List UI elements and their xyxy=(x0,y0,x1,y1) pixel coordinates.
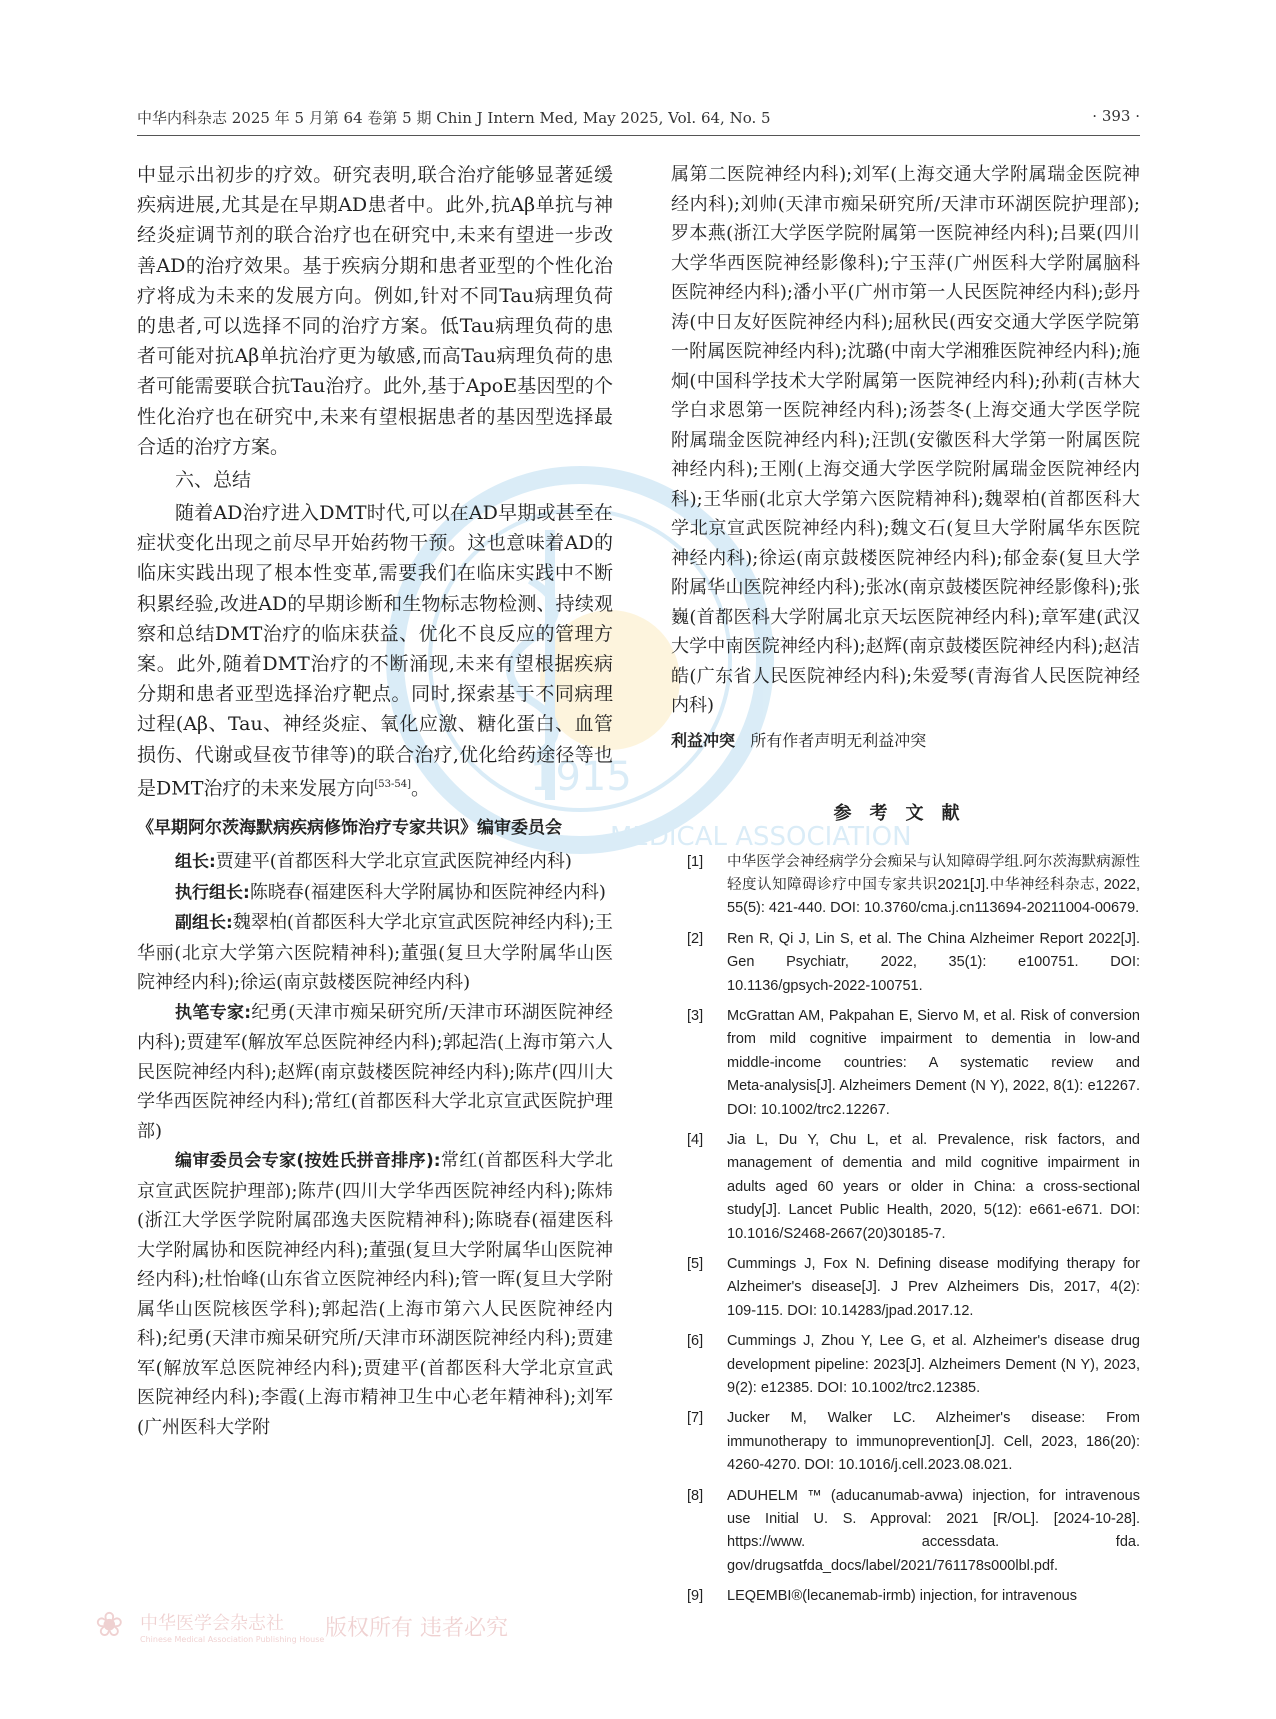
seal-text: MEDICAL ASSOCIATION xyxy=(610,822,912,852)
publisher-logo-icon: ❀ xyxy=(95,1605,124,1645)
committee-members-continued: 属第二医院神经内科);刘军(上海交通大学附属瑞金医院神经内科);刘帅(天津市痴呆研究所/天津市环湖医院护理部);罗本燕(浙江大学医学院附属第一医院神经内科);吕粟(四川大学华西医院神经影像科);宁玉萍(广州医科大学附属脑科医院神经内科);潘小平(广州市第一人民医院神经内科);彭丹涛(中日友好医院神经内科);屈秋民(西安交通大学医学院第一附属医院神经内科);沈璐(中南大学湘雅医院神经内科);施炯(中国科学技术大学附属第一医院神经内科);孙莉(吉林大学白求恩第一医院神经内科);汤荟冬(上海交通大学医学院附属瑞金医院神经内科);汪凯(安徽医科大学第一附属医院神经内科);王刚(上海交通大学医学院附属瑞金医院神经内科);王华丽(北京大学第六医院精神科);魏翠柏(首都医科大学北京宣武医院神经内科);魏文石(复旦大学附属华东医院神经内科);徐运(南京鼓楼医院神经内科);郁金泰(复旦大学附属华山医院神经内科);张冰(南京鼓楼医院神经影像科);张巍(首都医科大学附属北京天坛医院神经内科);章军建(武汉大学中南医院神经内科);赵辉(南京鼓楼医院神经内科);赵洁皓(广东省人民医院神经内科);朱爱琴(青海省人民医院神经内科) xyxy=(671,164,1140,716)
reference-text: Cummings J, Fox N. Defining disease modifying therapy for Alzheimer's disease[J]. J Prev Alzheimers Dis, 2017, 4(2): 109‑115. DOI: 10.14283/jpad.2017.12. xyxy=(727,1256,1140,1319)
reference-text: Jia L, Du Y, Chu L, et al. Prevalence, risk factors, and management of dementia and mild cognitive impairment in adults aged 60 years or older in China: a cross‑sectional study[J]. Lancet Public Health, 2020, 5(12): e661‑e671. DOI: 10.1016/S2468‑2667(20)30185‑7. xyxy=(727,1131,1140,1242)
reference-text: ADUHELM ™ (aducanumab‑avwa) injection, for intravenous use Initial U. S. Approval: 2021 [R/OL]. [2024‑10‑28]. https://www. accessdata. fda. gov/drugsatfda_docs/label/2021/761178s000lbl.pdf. xyxy=(727,1487,1140,1574)
reference-text: LEQEMBI®(lecanemab‑irmb) injection, for intravenous xyxy=(727,1588,1077,1605)
committee-leader xyxy=(137,847,613,878)
journal-citation: 中华内科杂志 2025 年 5 月第 64 卷第 5 期 Chin J Intern Med, May 2025, Vol. 64, No. 5 xyxy=(137,109,771,127)
reference-number: [5] xyxy=(687,1256,704,1272)
reference-number: [3] xyxy=(687,1007,704,1024)
reference-number: [1] xyxy=(687,853,704,870)
reference-number: [8] xyxy=(687,1487,704,1504)
left-column xyxy=(137,160,613,1442)
references-heading: 参考文献 xyxy=(833,802,978,824)
deputy-names: 魏翠柏(首都医科大学北京宣武医院神经内科);王华丽(北京大学第六医院精神科);董强(复旦大学附属华山医院神经内科);徐运(南京鼓楼医院神经内科) xyxy=(137,912,613,994)
reference-item xyxy=(671,928,1140,998)
publisher-name-en: Chinese Medical Association Publishing House xyxy=(140,1635,325,1644)
publisher-watermark xyxy=(95,1605,515,1655)
members-names: 常红(首都医科大学北京宣武医院护理部);陈芹(四川大学华西医院神经内科);陈炜(浙江大学医学院附属邵逸夫医院精神科);陈晓春(福建医科大学附属协和医院神经内科);董强(复旦大学附属华山医院神经内科);杜怡峰(山东省立医院神经内科);管一晖(复旦大学附属华山医院核医学科);郭起浩(上海市第六人民医院神经内科);纪勇(天津市痴呆研究所/天津市环湖医院神经内科);贾建军(解放军总医院神经内科);贾建平(首都医科大学北京宣武医院神经内科);李霞(上海市精神卫生中心老年精神科);刘军(广州医科大学附 xyxy=(137,1150,613,1438)
committee-writers xyxy=(137,998,613,1147)
running-header xyxy=(137,103,1140,131)
exec-name: 陈晓春(福建医科大学附属协和医院神经内科) xyxy=(249,881,606,903)
committee-deputies xyxy=(137,908,613,998)
members-label: 编审委员会专家(按姓氏拼音排序): xyxy=(175,1151,441,1172)
reference-item xyxy=(671,1330,1140,1400)
right-column xyxy=(671,160,1140,1616)
exec-label: 执行组长: xyxy=(175,882,250,903)
leader-label: 组长: xyxy=(175,852,216,873)
deputy-label: 副组长: xyxy=(175,913,233,934)
coi-text: 所有作者声明无利益冲突 xyxy=(750,730,927,750)
reference-number: [7] xyxy=(687,1410,704,1427)
writer-label: 执笔专家: xyxy=(175,1002,252,1023)
reference-item xyxy=(671,851,1140,921)
committee-title: 《早期阿尔茨海默病疾病修饰治疗专家共识》编审委员会 xyxy=(137,818,562,839)
copyright-slogan: 版权所有 违者必究 xyxy=(325,1616,508,1641)
header-rule xyxy=(137,135,1140,136)
reference-item xyxy=(671,1005,1140,1122)
reference-number: [6] xyxy=(687,1333,704,1350)
reference-item xyxy=(671,1129,1140,1246)
reference-number: [2] xyxy=(687,930,704,947)
reference-list xyxy=(671,851,1140,1609)
seal-year: 1915 xyxy=(530,754,632,800)
reference-number: [9] xyxy=(687,1588,704,1605)
leader-name: 贾建平(首都医科大学北京宣武医院神经内科) xyxy=(215,851,572,873)
reference-item xyxy=(671,1585,1140,1608)
paragraph-2-end: 。 xyxy=(411,777,431,800)
committee-exec-leader xyxy=(137,878,613,909)
section-heading-summary: 六、总结 xyxy=(175,469,252,492)
reference-text: Cummings J, Zhou Y, Lee G, et al. Alzheimer's disease drug development pipeline: 2023[J]. Alzheimers Dement (N Y), 2023, 9(2): e12385. DOI: 10.1002/trc2.12385. xyxy=(727,1333,1140,1397)
writer-names: 纪勇(天津市痴呆研究所/天津市环湖医院神经内科);贾建军(解放军总医院神经内科);郭起浩(上海市第六人民医院神经内科);赵辉(南京鼓楼医院神经内科);陈芹(四川大学华西医院神经内科);常红(首都医科大学北京宣武医院护理部) xyxy=(137,1001,613,1142)
reference-text: McGrattan AM, Pakpahan E, Siervo M, et al. Risk of conversion from mild cognitive impairment to dementia in low‑and middle‑income countries: A systematic review and Meta‑analysis[J]. Alzheimers Dement (N Y), 2022, 8(1): e12267. DOI: 10.1002/trc2.12267. xyxy=(727,1007,1140,1118)
reference-item xyxy=(671,1253,1140,1323)
citation-53-54[interactable]: [53‑54] xyxy=(374,778,412,790)
paragraph-2 xyxy=(137,498,613,803)
paragraph-1: 中显示出初步的疗效。研究表明,联合治疗能够显著延缓疾病进展,尤其是在早期AD患者中。此外,抗Aβ单抗与神经炎症调节剂的联合治疗也在研究中,未来有望进一步改善AD的治疗效果。基于疾病分期和患者亚型的个性化治疗将成为未来的发展方向。例如,针对不同Tau病理负荷的患者,可以选择不同的治疗方案。低Tau病理负荷的患者可能对抗Aβ单抗治疗更为敏感,而高Tau病理负荷的患者可能需要联合抗Tau治疗。此外,基于ApoE基因型的个性化治疗也在研究中,未来有望根据患者的基因型选择最合适的治疗方案。 xyxy=(137,164,613,458)
reference-item xyxy=(671,1407,1140,1477)
paragraph-2-text: 随着AD治疗进入DMT时代,可以在AD早期或甚至在症状变化出现之前尽早开始药物干预。这也意味着AD的临床实践出现了根本性变革,需要我们在临床实践中不断积累经验,改进AD的早期诊断和生物标志物检测、持续观察和总结DMT治疗的临床获益、优化不良反应的管理方案。此外,随着DMT治疗的不断涌现,未来有望根据疾病分期和患者亚型选择治疗靶点。同时,探索基于不同病理过程(Aβ、Tau、神经炎症、氧化应激、糖化蛋白、血管损伤、代谢或昼夜节律等)的联合治疗,优化给药途径等也是DMT治疗的未来发展方向 xyxy=(137,502,613,800)
committee-members xyxy=(137,1146,613,1442)
coi-label: 利益冲突 xyxy=(671,730,736,750)
conflict-of-interest xyxy=(671,727,1140,755)
reference-number: [4] xyxy=(687,1131,704,1148)
reference-item xyxy=(671,1485,1140,1579)
reference-text: Jucker M, Walker LC. Alzheimer's disease: From immunotherapy to immunoprevention[J]. Cell, 2023, 186(20): 4260‑4270. DOI: 10.1016/j.cell.2023.08.021. xyxy=(727,1410,1140,1474)
page-number: · 393 · xyxy=(1092,107,1140,125)
publisher-name-cn: 中华医学会杂志社 xyxy=(140,1613,284,1634)
reference-text: 中华医学会神经病学分会痴呆与认知障碍学组.阿尔茨海默病源性轻度认知障碍诊疗中国专家共识2021[J].中华神经科杂志, 2022, 55(5): 421‑440. DOI: 10.3760/cma.j.cn113694‑20211004‑00679. xyxy=(727,853,1140,917)
reference-text: Ren R, Qi J, Lin S, et al. The China Alzheimer Report 2022[J]. Gen Psychiatr, 2022, 35(1): e100751. DOI: 10.1136/gpsych‑2022‑100751. xyxy=(727,930,1140,994)
